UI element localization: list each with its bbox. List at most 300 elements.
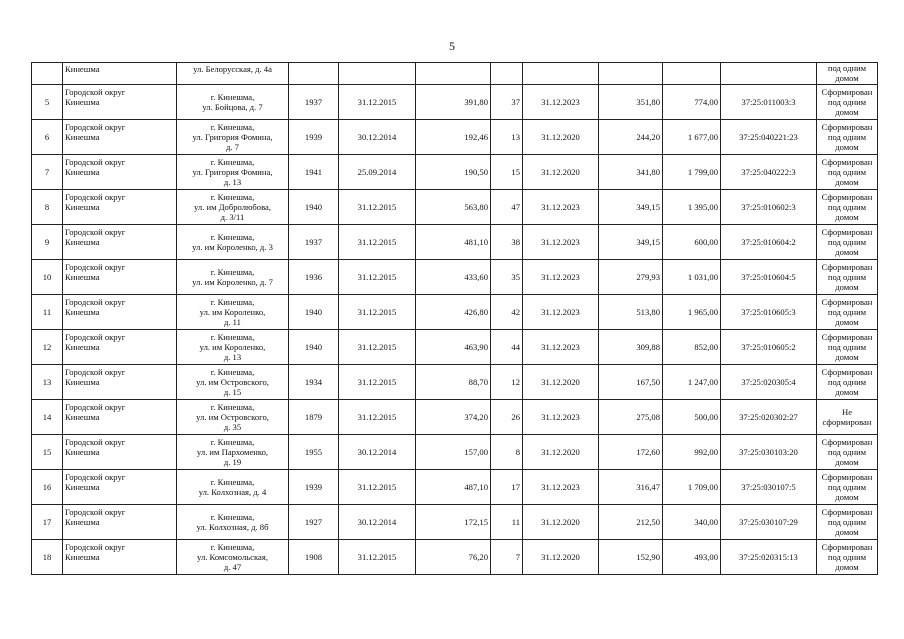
cell-land-status-line: под одним bbox=[827, 307, 867, 317]
cell-municipality bbox=[63, 540, 177, 575]
cell-land-status-line: домом bbox=[835, 527, 859, 537]
page-number: 5 bbox=[449, 39, 455, 53]
cell-address-line: г. Кинешма, bbox=[210, 92, 255, 102]
cell-land-status-line: домом bbox=[835, 317, 859, 327]
table-row bbox=[32, 190, 878, 225]
cell-land-area: 1 709,00 bbox=[663, 470, 721, 505]
cell-land-area: 992,00 bbox=[663, 435, 721, 470]
cell-year-built: 1879 bbox=[289, 400, 339, 435]
cell-municipality-line: Городской округ bbox=[65, 87, 126, 97]
cell-area-planned: 309,88 bbox=[599, 330, 663, 365]
cell-land-status bbox=[817, 365, 878, 400]
cell-residents-count: 13 bbox=[491, 120, 523, 155]
cell-planned-date bbox=[523, 63, 599, 85]
cell-municipality bbox=[63, 260, 177, 295]
cell-address-line: ул. Бойцова, д. 7 bbox=[202, 102, 263, 112]
cell-land-area: 1 677,00 bbox=[663, 120, 721, 155]
cell-land-status-line: под одним bbox=[827, 167, 867, 177]
cell-municipality-line: Городской округ bbox=[65, 192, 126, 202]
cell-land-status-line: под одним bbox=[827, 132, 867, 142]
cell-municipality-line: Кинешма bbox=[65, 447, 100, 457]
cell-date-recognized: 31.12.2015 bbox=[339, 225, 416, 260]
cell-area-planned: 351,80 bbox=[599, 85, 663, 120]
cell-year-built: 1937 bbox=[289, 85, 339, 120]
cell-land-area: 1 031,00 bbox=[663, 260, 721, 295]
cell-area-planned bbox=[599, 63, 663, 85]
cell-cadastral-number: 37:25:040221:23 bbox=[721, 120, 817, 155]
cell-number: 6 bbox=[32, 120, 63, 155]
cell-number: 9 bbox=[32, 225, 63, 260]
cell-address-line: ул. им Короленко, bbox=[199, 307, 266, 317]
cell-cadastral-number: 37:25:010605:2 bbox=[721, 330, 817, 365]
cell-date-recognized: 31.12.2015 bbox=[339, 190, 416, 225]
cell-land-status-line: домом bbox=[835, 387, 859, 397]
cell-municipality-line: Городской округ bbox=[65, 542, 126, 552]
cell-land-status-line: домом bbox=[835, 247, 859, 257]
cell-area-planned: 275,08 bbox=[599, 400, 663, 435]
cell-date-recognized: 30.12.2014 bbox=[339, 435, 416, 470]
cell-area: 487,10 bbox=[416, 470, 491, 505]
cell-year-built: 1934 bbox=[289, 365, 339, 400]
cell-land-status-line: Сформирован bbox=[821, 122, 873, 132]
cell-municipality-line: Кинешма bbox=[65, 412, 100, 422]
cell-area: 426,80 bbox=[416, 295, 491, 330]
cell-address-line: д. 15 bbox=[223, 387, 242, 397]
cell-address-line: ул. Григория Фомина, bbox=[192, 132, 273, 142]
cell-land-area: 600,00 bbox=[663, 225, 721, 260]
cell-land-status-line: Сформирован bbox=[821, 332, 873, 342]
cell-area-planned: 167,50 bbox=[599, 365, 663, 400]
cell-address bbox=[177, 400, 289, 435]
cell-land-status-line: под одним bbox=[827, 202, 867, 212]
cell-cadastral-number: 37:25:010605:3 bbox=[721, 295, 817, 330]
cell-address-line: ул. Колхозная, д. 4 bbox=[198, 487, 267, 497]
cell-land-status-line: домом bbox=[835, 562, 859, 572]
cell-land-status bbox=[817, 295, 878, 330]
cell-date-recognized: 31.12.2015 bbox=[339, 85, 416, 120]
cell-planned-date: 31.12.2020 bbox=[523, 540, 599, 575]
cell-cadastral-number: 37:25:010602:3 bbox=[721, 190, 817, 225]
cell-municipality-line: Кинешма bbox=[65, 272, 100, 282]
table-row bbox=[32, 470, 878, 505]
cell-land-status bbox=[817, 225, 878, 260]
cell-area: 563,80 bbox=[416, 190, 491, 225]
cell-address bbox=[177, 295, 289, 330]
cell-address-line: г. Кинешма, bbox=[210, 437, 255, 447]
cell-planned-date: 31.12.2023 bbox=[523, 295, 599, 330]
cell-date-recognized: 31.12.2015 bbox=[339, 260, 416, 295]
cell-residents-count: 42 bbox=[491, 295, 523, 330]
cell-municipality bbox=[63, 295, 177, 330]
cell-cadastral-number: 37:25:020305:4 bbox=[721, 365, 817, 400]
table-row bbox=[32, 400, 878, 435]
cell-municipality-line: Кинешма bbox=[65, 64, 100, 74]
cell-address-line: г. Кинешма, bbox=[210, 332, 255, 342]
cell-address-line: ул. Белорусская, д. 4а bbox=[193, 64, 272, 74]
cell-address bbox=[177, 470, 289, 505]
cell-cadastral-number: 37:25:030103:20 bbox=[721, 435, 817, 470]
cell-address bbox=[177, 260, 289, 295]
cell-cadastral-number: 37:25:020315:13 bbox=[721, 540, 817, 575]
cell-address bbox=[177, 120, 289, 155]
cell-address-line: д. 7 bbox=[226, 142, 239, 152]
cell-residents-count: 11 bbox=[491, 505, 523, 540]
cell-municipality bbox=[63, 190, 177, 225]
cell-address-line: г. Кинешма, bbox=[210, 157, 255, 167]
table-row bbox=[32, 120, 878, 155]
cell-cadastral-number: 37:25:010604:5 bbox=[721, 260, 817, 295]
cell-land-status-line: под одним bbox=[827, 97, 867, 107]
cell-land-status bbox=[817, 505, 878, 540]
cell-land-status-line: Сформирован bbox=[821, 192, 873, 202]
cell-number: 8 bbox=[32, 190, 63, 225]
cell-number: 11 bbox=[32, 295, 63, 330]
cell-area: 192,46 bbox=[416, 120, 491, 155]
cell-address bbox=[177, 85, 289, 120]
cell-residents-count: 17 bbox=[491, 470, 523, 505]
cell-residents-count: 15 bbox=[491, 155, 523, 190]
cell-number: 18 bbox=[32, 540, 63, 575]
cell-land-status bbox=[817, 85, 878, 120]
cell-land-status-line: Сформирован bbox=[821, 437, 873, 447]
cell-land-status-line: Не bbox=[841, 407, 853, 417]
cell-year-built: 1939 bbox=[289, 120, 339, 155]
cell-number: 15 bbox=[32, 435, 63, 470]
cell-municipality-line: Городской округ bbox=[65, 402, 126, 412]
cell-land-status bbox=[817, 260, 878, 295]
cell-address-line: г. Кинешма, bbox=[210, 122, 255, 132]
cell-number: 12 bbox=[32, 330, 63, 365]
cell-land-area: 500,00 bbox=[663, 400, 721, 435]
cell-planned-date: 31.12.2020 bbox=[523, 365, 599, 400]
cell-municipality-line: Кинешма bbox=[65, 237, 100, 247]
table-row bbox=[32, 505, 878, 540]
cell-land-status-line: домом bbox=[835, 212, 859, 222]
cell-planned-date: 31.12.2023 bbox=[523, 400, 599, 435]
cell-municipality bbox=[63, 155, 177, 190]
cell-year-built: 1937 bbox=[289, 225, 339, 260]
cell-land-status-line: Сформирован bbox=[821, 507, 873, 517]
cell-land-status bbox=[817, 435, 878, 470]
cell-residents-count bbox=[491, 63, 523, 85]
cell-planned-date: 31.12.2023 bbox=[523, 260, 599, 295]
cell-year-built: 1927 bbox=[289, 505, 339, 540]
cell-area-planned: 244,20 bbox=[599, 120, 663, 155]
cell-address-line: г. Кинешма, bbox=[210, 542, 255, 552]
cell-municipality bbox=[63, 225, 177, 260]
cell-municipality bbox=[63, 470, 177, 505]
cell-municipality-line: Городской округ bbox=[65, 157, 126, 167]
cell-date-recognized: 31.12.2015 bbox=[339, 295, 416, 330]
cell-number: 5 bbox=[32, 85, 63, 120]
cell-land-status-line: Сформирован bbox=[821, 262, 873, 272]
cell-municipality-line: Кинешма bbox=[65, 132, 100, 142]
cell-municipality bbox=[63, 505, 177, 540]
cell-land-status-line: сформирован bbox=[822, 417, 872, 427]
cell-land-status-line: под одним bbox=[827, 237, 867, 247]
cell-address bbox=[177, 435, 289, 470]
cell-address-line: ул. им Короленко, д. 7 bbox=[192, 277, 273, 287]
cell-municipality-line: Городской округ bbox=[65, 262, 126, 272]
cell-year-built: 1940 bbox=[289, 295, 339, 330]
cell-residents-count: 44 bbox=[491, 330, 523, 365]
cell-year-built: 1955 bbox=[289, 435, 339, 470]
cell-date-recognized: 31.12.2015 bbox=[339, 470, 416, 505]
cell-area-planned: 349,15 bbox=[599, 190, 663, 225]
cell-address bbox=[177, 155, 289, 190]
cell-area: 88,70 bbox=[416, 365, 491, 400]
cell-address-line: д. 19 bbox=[223, 457, 242, 467]
cell-area: 463,90 bbox=[416, 330, 491, 365]
table-row bbox=[32, 155, 878, 190]
cell-municipality-line: Кинешма bbox=[65, 97, 100, 107]
cell-year-built: 1940 bbox=[289, 190, 339, 225]
cell-municipality-line: Кинешма bbox=[65, 167, 100, 177]
cell-address-line: д. 3/11 bbox=[220, 212, 245, 222]
cell-land-status-line: под одним bbox=[827, 552, 867, 562]
cell-address bbox=[177, 505, 289, 540]
cell-land-status bbox=[817, 120, 878, 155]
cell-address bbox=[177, 365, 289, 400]
cell-number: 17 bbox=[32, 505, 63, 540]
cell-land-status-line: Сформирован bbox=[821, 542, 873, 552]
cell-land-status-line: домом bbox=[835, 492, 859, 502]
cell-year-built: 1940 bbox=[289, 330, 339, 365]
cell-address-line: ул. им Короленко, bbox=[199, 342, 266, 352]
cell-address-line: д. 35 bbox=[223, 422, 242, 432]
cell-cadastral-number: 37:25:030107:29 bbox=[721, 505, 817, 540]
cell-area: 172,15 bbox=[416, 505, 491, 540]
cell-address-line: г. Кинешма, bbox=[210, 192, 255, 202]
cell-year-built: 1941 bbox=[289, 155, 339, 190]
cell-land-area: 1 799,00 bbox=[663, 155, 721, 190]
cell-number: 7 bbox=[32, 155, 63, 190]
cell-municipality-line: Городской округ bbox=[65, 332, 126, 342]
cell-area-planned: 513,80 bbox=[599, 295, 663, 330]
cell-land-status bbox=[817, 63, 878, 85]
cell-year-built bbox=[289, 63, 339, 85]
cell-municipality bbox=[63, 400, 177, 435]
cell-address-line: г. Кинешма, bbox=[210, 267, 255, 277]
cell-land-area: 1 965,00 bbox=[663, 295, 721, 330]
cell-address-line: г. Кинешма, bbox=[210, 402, 255, 412]
table-row bbox=[32, 85, 878, 120]
cell-land-status-line: домом bbox=[835, 457, 859, 467]
cell-area-planned: 316,47 bbox=[599, 470, 663, 505]
cell-planned-date: 31.12.2020 bbox=[523, 435, 599, 470]
cell-address-line: д. 11 bbox=[224, 317, 241, 327]
table-row bbox=[32, 295, 878, 330]
cell-cadastral-number: 37:25:030107:5 bbox=[721, 470, 817, 505]
cell-number: 14 bbox=[32, 400, 63, 435]
table-row-continued bbox=[32, 63, 878, 85]
cell-area: 481,10 bbox=[416, 225, 491, 260]
cell-date-recognized: 31.12.2015 bbox=[339, 400, 416, 435]
cell-cadastral-number: 37:25:011003:3 bbox=[721, 85, 817, 120]
cell-residents-count: 47 bbox=[491, 190, 523, 225]
cell-land-area: 774,00 bbox=[663, 85, 721, 120]
cell-address-line: ул. им Короленко, д. 3 bbox=[192, 242, 273, 252]
cell-planned-date: 31.12.2023 bbox=[523, 470, 599, 505]
table-row bbox=[32, 435, 878, 470]
cell-land-area: 1 247,00 bbox=[663, 365, 721, 400]
cell-land-status-line: Сформирован bbox=[821, 367, 873, 377]
cell-address-line: г. Кинешма, bbox=[210, 232, 255, 242]
cell-address-line: г. Кинешма, bbox=[210, 367, 255, 377]
table-row bbox=[32, 260, 878, 295]
housing-registry-table bbox=[31, 62, 878, 575]
cell-municipality bbox=[63, 435, 177, 470]
cell-land-status-line: Сформирован bbox=[821, 87, 873, 97]
cell-date-recognized: 31.12.2015 bbox=[339, 330, 416, 365]
cell-municipality-line: Городской округ bbox=[65, 507, 126, 517]
cell-address bbox=[177, 63, 289, 85]
cell-date-recognized bbox=[339, 63, 416, 85]
cell-land-status bbox=[817, 400, 878, 435]
cell-address bbox=[177, 540, 289, 575]
cell-cadastral-number: 37:25:010604:2 bbox=[721, 225, 817, 260]
cell-area-planned: 212,50 bbox=[599, 505, 663, 540]
cell-planned-date: 31.12.2023 bbox=[523, 190, 599, 225]
cell-municipality-line: Городской округ bbox=[65, 227, 126, 237]
cell-residents-count: 37 bbox=[491, 85, 523, 120]
cell-address-line: г. Кинешма, bbox=[210, 297, 255, 307]
cell-address-line: д. 13 bbox=[223, 352, 242, 362]
cell-land-area: 493,00 bbox=[663, 540, 721, 575]
cell-land-status-line: домом bbox=[835, 107, 859, 117]
cell-land-status-line: под одним bbox=[827, 377, 867, 387]
cell-planned-date: 31.12.2020 bbox=[523, 505, 599, 540]
cell-municipality bbox=[63, 85, 177, 120]
table-row bbox=[32, 225, 878, 260]
cell-area: 157,00 bbox=[416, 435, 491, 470]
cell-land-status-line: под одним bbox=[827, 447, 867, 457]
cell-planned-date: 31.12.2023 bbox=[523, 330, 599, 365]
cell-number bbox=[32, 63, 63, 85]
cell-area-planned: 152,90 bbox=[599, 540, 663, 575]
cell-address-line: ул. Григория Фомина, bbox=[192, 167, 273, 177]
cell-municipality-line: Городской округ bbox=[65, 472, 126, 482]
cell-municipality-line: Кинешма bbox=[65, 517, 100, 527]
cell-residents-count: 35 bbox=[491, 260, 523, 295]
cell-municipality-line: Кинешма bbox=[65, 202, 100, 212]
cell-land-status-line: Сформирован bbox=[821, 472, 873, 482]
cell-date-recognized: 30.12.2014 bbox=[339, 120, 416, 155]
cell-municipality-line: Городской округ bbox=[65, 297, 126, 307]
cell-land-status bbox=[817, 470, 878, 505]
cell-residents-count: 38 bbox=[491, 225, 523, 260]
cell-land-status-line: под одним bbox=[827, 517, 867, 527]
cell-address-line: ул. им Добролюбова, bbox=[194, 202, 271, 212]
cell-area-planned: 341,80 bbox=[599, 155, 663, 190]
cell-municipality-line: Кинешма bbox=[65, 342, 100, 352]
cell-municipality-line: Кинешма bbox=[65, 377, 100, 387]
cell-date-recognized: 25.09.2014 bbox=[339, 155, 416, 190]
cell-residents-count: 12 bbox=[491, 365, 523, 400]
table-row bbox=[32, 365, 878, 400]
cell-municipality bbox=[63, 120, 177, 155]
table-row bbox=[32, 540, 878, 575]
table-row bbox=[32, 330, 878, 365]
cell-area: 374,20 bbox=[416, 400, 491, 435]
cell-land-status-line: Сформирован bbox=[821, 297, 873, 307]
cell-address-line: г. Кинешма, bbox=[210, 512, 255, 522]
cell-land-status-line: домом bbox=[835, 352, 859, 362]
cell-land-status-line: под одним bbox=[827, 63, 867, 73]
cell-area-planned: 279,93 bbox=[599, 260, 663, 295]
cell-land-status-line: Сформирован bbox=[821, 157, 873, 167]
cell-area: 76,20 bbox=[416, 540, 491, 575]
cell-address-line: ул. им Островского, bbox=[196, 412, 269, 422]
cell-area: 391,80 bbox=[416, 85, 491, 120]
cell-residents-count: 26 bbox=[491, 400, 523, 435]
cell-planned-date: 31.12.2023 bbox=[523, 225, 599, 260]
cell-number: 10 bbox=[32, 260, 63, 295]
cell-residents-count: 7 bbox=[491, 540, 523, 575]
cell-address-line: ул. Колхозная, д. 8б bbox=[196, 522, 269, 532]
cell-area: 433,60 bbox=[416, 260, 491, 295]
table-body bbox=[32, 63, 878, 575]
cell-municipality bbox=[63, 330, 177, 365]
cell-residents-count: 8 bbox=[491, 435, 523, 470]
cell-land-area bbox=[663, 63, 721, 85]
cell-year-built: 1939 bbox=[289, 470, 339, 505]
cell-area bbox=[416, 63, 491, 85]
cell-land-status-line: под одним bbox=[827, 342, 867, 352]
cell-municipality-line: Городской округ bbox=[65, 367, 126, 377]
cell-land-area: 1 395,00 bbox=[663, 190, 721, 225]
cell-planned-date: 31.12.2023 bbox=[523, 85, 599, 120]
cell-municipality-line: Кинешма bbox=[65, 482, 100, 492]
cell-municipality-line: Кинешма bbox=[65, 552, 100, 562]
cell-address bbox=[177, 190, 289, 225]
cell-land-status bbox=[817, 330, 878, 365]
cell-land-status-line: под одним bbox=[827, 482, 867, 492]
cell-planned-date: 31.12.2020 bbox=[523, 155, 599, 190]
cell-land-status bbox=[817, 190, 878, 225]
cell-land-status-line: домом bbox=[835, 177, 859, 187]
cell-date-recognized: 30.12.2014 bbox=[339, 505, 416, 540]
cell-land-area: 852,00 bbox=[663, 330, 721, 365]
cell-municipality bbox=[63, 63, 177, 85]
cell-cadastral-number: 37:25:020302:27 bbox=[721, 400, 817, 435]
cell-area-planned: 349,15 bbox=[599, 225, 663, 260]
cell-address-line: ул. им Пархоменко, bbox=[196, 447, 269, 457]
cell-area: 190,50 bbox=[416, 155, 491, 190]
cell-address-line: ул. Комсомольская, bbox=[197, 552, 268, 562]
cell-year-built: 1936 bbox=[289, 260, 339, 295]
cell-area-planned: 172,60 bbox=[599, 435, 663, 470]
cell-date-recognized: 31.12.2015 bbox=[339, 540, 416, 575]
cell-year-built: 1908 bbox=[289, 540, 339, 575]
cell-address bbox=[177, 225, 289, 260]
cell-municipality-line: Кинешма bbox=[65, 307, 100, 317]
cell-cadastral-number bbox=[721, 63, 817, 85]
cell-land-status bbox=[817, 540, 878, 575]
cell-land-status-line: домом bbox=[835, 73, 859, 83]
cell-address-line: д. 13 bbox=[223, 177, 242, 187]
cell-address-line: г. Кинешма, bbox=[210, 477, 255, 487]
cell-municipality bbox=[63, 365, 177, 400]
cell-municipality-line: Городской округ bbox=[65, 437, 126, 447]
cell-address-line: д. 47 bbox=[223, 562, 242, 572]
cell-land-status bbox=[817, 155, 878, 190]
cell-address bbox=[177, 330, 289, 365]
cell-land-status-line: Сформирован bbox=[821, 227, 873, 237]
cell-planned-date: 31.12.2020 bbox=[523, 120, 599, 155]
cell-address-line: ул. им Островского, bbox=[196, 377, 269, 387]
cell-number: 13 bbox=[32, 365, 63, 400]
